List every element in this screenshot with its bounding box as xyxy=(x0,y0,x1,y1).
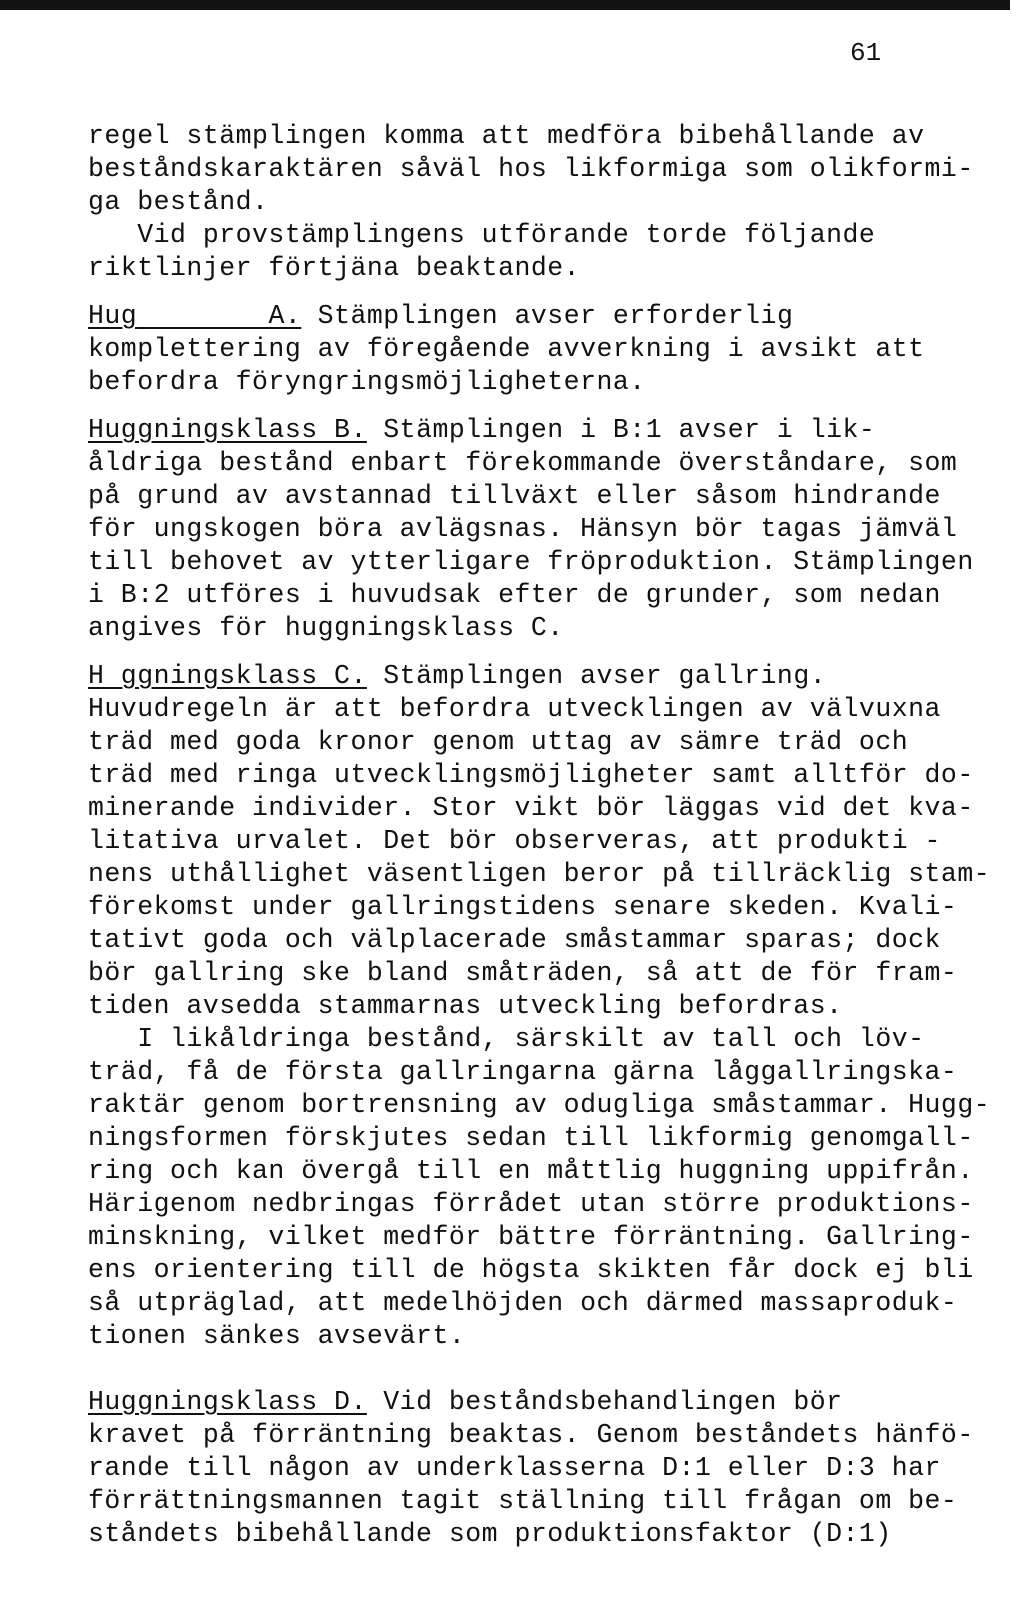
text-line: för ungskogen böra avlägsnas. Hänsyn bör tagas jämväl xyxy=(88,514,958,544)
text-line: ga bestånd. xyxy=(88,187,269,217)
text-line: litativa urvalet. Det bör observeras, att produkti - xyxy=(88,826,941,856)
text-line: Härigenom nedbringas förrådet utan större produktions- xyxy=(88,1189,974,1219)
text-line: angives för huggningsklass C. xyxy=(88,613,564,643)
text-line: ningsformen förskjutes sedan till likformig genomgall- xyxy=(88,1123,974,1153)
text-line: Vid provstämplingens utförande torde följande xyxy=(88,220,876,250)
text-line: ståndets bibehållande som produktionsfaktor (D:1) xyxy=(88,1519,892,1549)
text-line: regel stämplingen komma att medföra bibehållande av xyxy=(88,121,925,151)
section-a-heading-end: A. xyxy=(268,301,302,331)
text-line: förrättningsmannen tagit ställning till frågan om be- xyxy=(88,1486,958,1516)
text-line: ring och kan övergå till en måttlig huggning uppifrån. xyxy=(88,1156,974,1186)
text-line: åldriga bestånd enbart förekommande överståndare, som xyxy=(88,448,958,478)
text-line: beståndskaraktären såväl hos likformiga som olikformi- xyxy=(88,154,974,184)
text-line: befordra föryngringsmöjligheterna. xyxy=(88,367,646,397)
section-b-first-line xyxy=(88,414,875,446)
text-line: komplettering av föregående avverkning i avsikt att xyxy=(88,334,925,364)
section-c-heading: H ggningsklass C. xyxy=(88,661,367,691)
text-run: Stämplingen i B:1 avser i lik- xyxy=(366,415,876,445)
text-line: minskning, vilket medför bättre förräntning. Gallring- xyxy=(88,1222,974,1252)
text-run: Stämplingen avser gallring. xyxy=(366,661,827,691)
section-a-first-line xyxy=(88,300,793,332)
page-number: 61 xyxy=(850,38,882,68)
text-line: nens uthållighet väsentligen beror på tillräcklig stam- xyxy=(88,859,991,889)
text-line: kravet på förräntning beaktas. Genom beståndets hänfö- xyxy=(88,1420,974,1450)
text-line: så utpräglad, att medelhöjden och därmed massaproduk- xyxy=(88,1288,958,1318)
text-line: tionen sänkes avsevärt. xyxy=(88,1321,466,1351)
top-border xyxy=(0,0,1010,10)
text-line: till behovet av ytterligare fröproduktion. Stämplingen xyxy=(88,547,974,577)
section-d-first-line xyxy=(88,1386,843,1418)
text-run: Vid beståndsbehandlingen bör xyxy=(366,1387,843,1417)
text-line: förekomst under gallringstidens senare skeden. Kvali- xyxy=(88,892,958,922)
section-c-first-line xyxy=(88,660,826,692)
text-line: I likåldringa bestånd, särskilt av tall och löv- xyxy=(88,1024,925,1054)
text-line: i B:2 utföres i huvudsak efter de grunder, som nedan xyxy=(88,580,941,610)
text-line: rande till någon av underklasserna D:1 eller D:3 har xyxy=(88,1453,941,1483)
text-line: på grund av avstannad tillväxt eller såsom hindrande xyxy=(88,481,941,511)
text-line: ens orientering till de högsta skikten får dock ej bli xyxy=(88,1255,974,1285)
text-line: träd, få de första gallringarna gärna låggallringska- xyxy=(88,1057,958,1087)
text-run: Stämplingen avser erforderlig xyxy=(301,301,794,331)
section-a-heading: Hug xyxy=(88,301,138,331)
text-line: Huvudregeln är att befordra utvecklingen av välvuxna xyxy=(88,694,941,724)
text-line: raktär genom bortrensning av odugliga småstammar. Hugg- xyxy=(88,1090,991,1120)
text-line: riktlinjer förtjäna beaktande. xyxy=(88,253,581,283)
text-line: tiden avsedda stammarnas utveckling befordras. xyxy=(88,991,843,1021)
heading-gap xyxy=(137,301,268,331)
section-b-heading: Huggningsklass B. xyxy=(88,415,367,445)
text-line: bör gallring ske bland småträden, så att de för fram- xyxy=(88,958,958,988)
text-line: tativt goda och välplacerade småstammar sparas; dock xyxy=(88,925,941,955)
text-line: minerande individer. Stor vikt bör läggas vid det kva- xyxy=(88,793,974,823)
text-line: träd med ringa utvecklingsmöjligheter samt alltför do- xyxy=(88,760,974,790)
section-d-heading: Huggningsklass D. xyxy=(88,1387,367,1417)
text-line: träd med goda kronor genom uttag av sämre träd och xyxy=(88,727,909,757)
